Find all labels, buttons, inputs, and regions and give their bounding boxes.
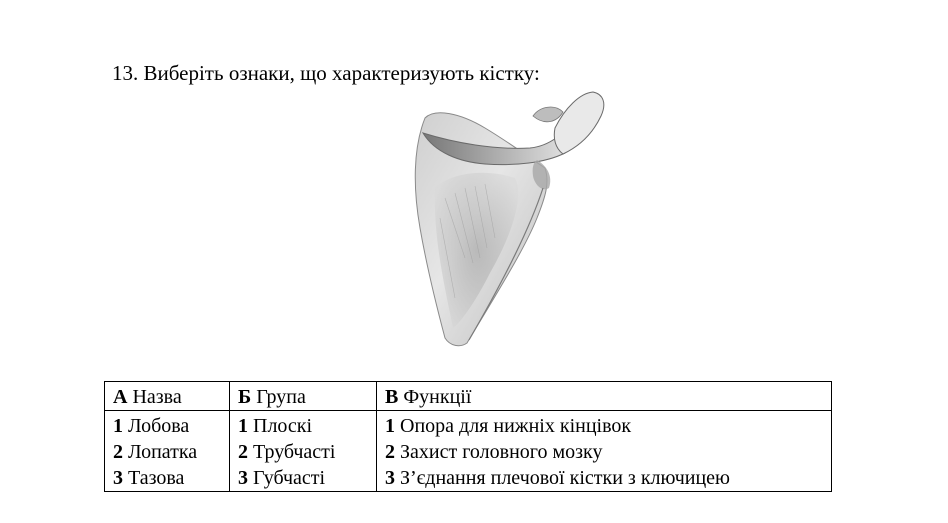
table-row <box>105 411 832 492</box>
table-header-row <box>105 382 832 411</box>
list-item: 3 Тазова <box>113 467 185 489</box>
list-item: 2 Захист головного мозку <box>385 441 603 463</box>
scapula-coracoid <box>533 107 563 122</box>
header-name: А Назва <box>105 382 230 411</box>
column-names <box>105 411 230 492</box>
scapula-acromion <box>554 92 604 154</box>
header-functions: В Функції <box>377 382 832 411</box>
list-item: 3 Губчасті <box>238 467 326 489</box>
list-item: 1 Плоскі <box>238 415 313 437</box>
column-groups <box>230 411 377 492</box>
list-item: 1 Лобова <box>113 415 190 437</box>
list-item: 1 Опора для нижніх кінцівок <box>385 415 632 437</box>
question-text: 13. Виберіть ознаки, що характеризують кістку: <box>112 61 540 85</box>
list-item: 2 Лопатка <box>113 441 198 463</box>
options-table <box>104 381 832 492</box>
scapula-illustration <box>405 88 615 350</box>
header-group: Б Група <box>230 382 377 411</box>
list-item: 3 З’єднання плечової кістки з ключицею <box>385 467 730 489</box>
column-functions <box>377 411 832 492</box>
list-item: 2 Трубчасті <box>238 441 336 463</box>
